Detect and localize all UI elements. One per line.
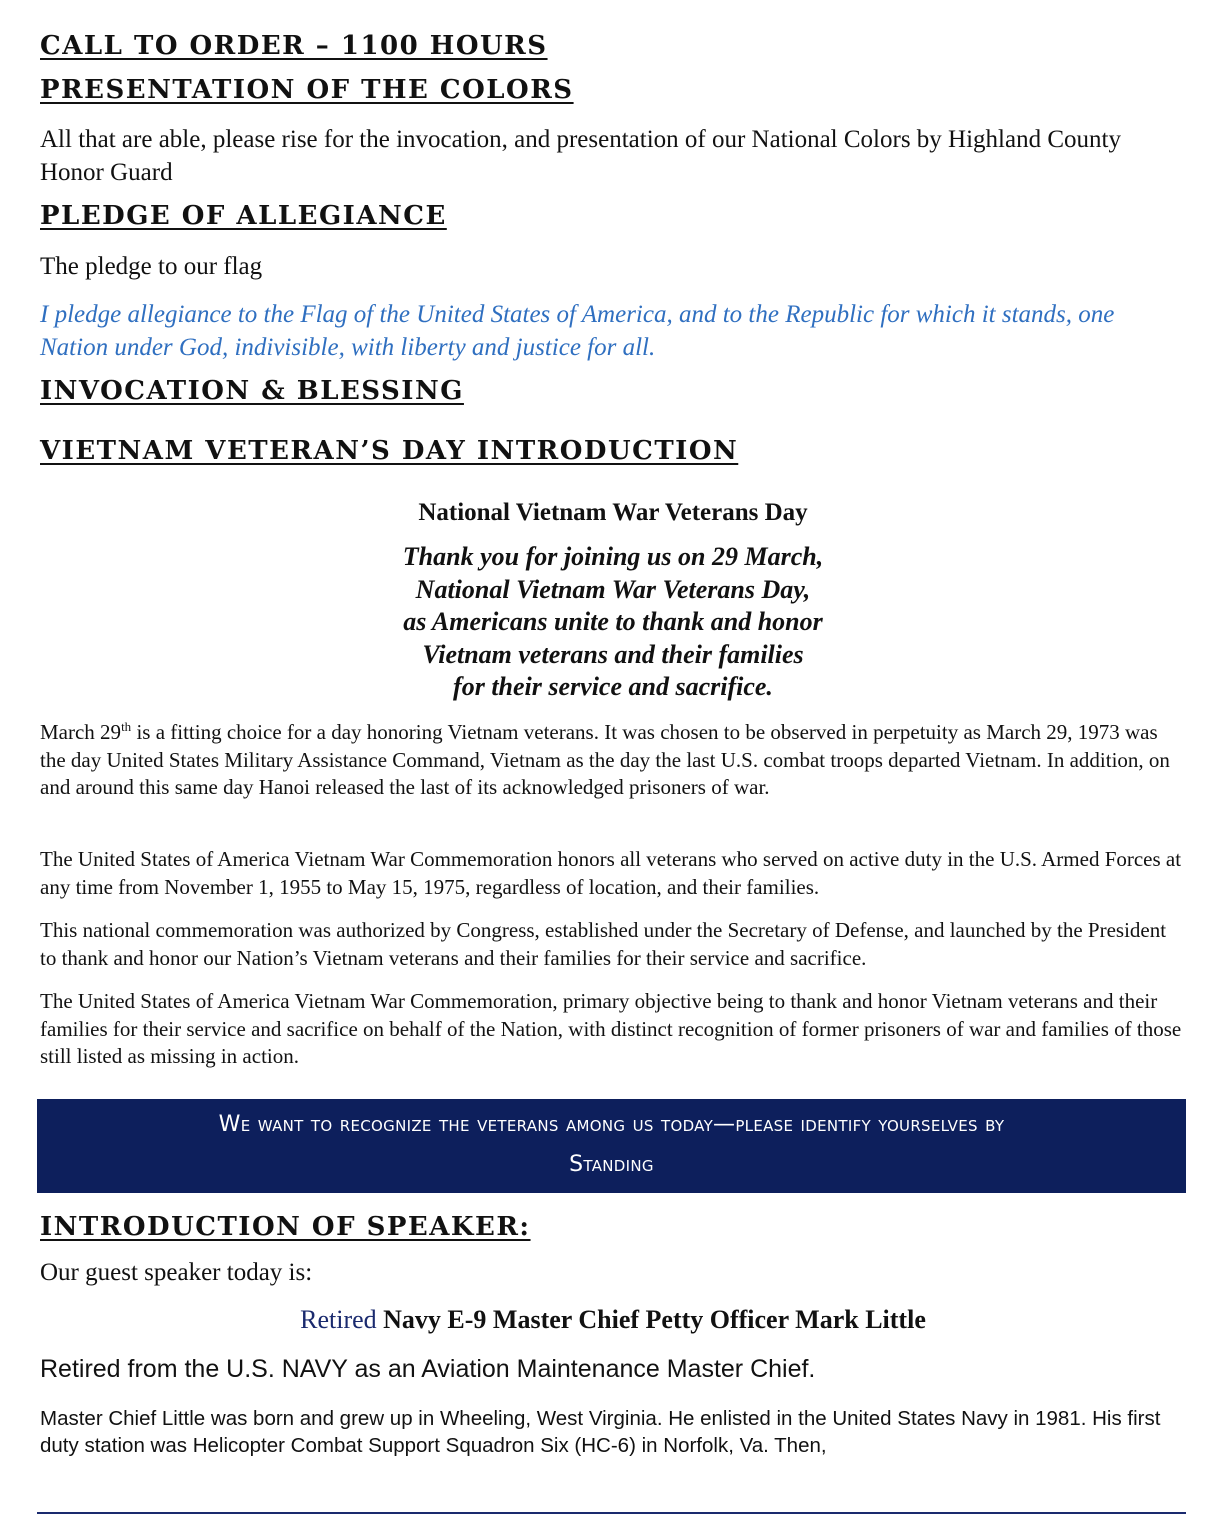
veterans-recognition-banner bbox=[37, 1099, 1186, 1193]
para1-superscript: th bbox=[121, 719, 132, 734]
thanks-line: as Americans unite to thank and honor bbox=[403, 607, 823, 636]
speaker-rank-name: Navy E-9 Master Chief Petty Officer Mark Little bbox=[376, 1305, 926, 1334]
footer-divider bbox=[37, 1512, 1186, 1514]
vietnam-thanks-block bbox=[40, 541, 1186, 704]
speaker-name bbox=[40, 1304, 1186, 1336]
vietnam-day-title: National Vietnam War Veterans Day bbox=[418, 499, 808, 526]
speaker-intro: Our guest speaker today is: bbox=[40, 1259, 313, 1286]
vietnam-paragraph-4: The United States of America Vietnam War Commemoration, primary objective being to thank and honor Vietnam veterans and their families for their service and sacrifice on behalf of the Nation, with distinct recognition of former prisoners of war and families of those still listed as missing in action. bbox=[40, 989, 1182, 1068]
vietnam-paragraph-3: This national commemoration was authorized by Congress, established under the Secretary of Defense, and launched by the President to thank and honor our Nation’s Vietnam veterans and their families for their service and sacrifice. bbox=[40, 918, 1167, 970]
thanks-line: Vietnam veterans and their families bbox=[422, 639, 804, 669]
colors-text: All that are able, please rise for the invocation, and presentation of our National Colors by Highland County Honor Guard bbox=[40, 126, 1121, 186]
call-to-order-heading: CALL TO ORDER – 1100 HOURS bbox=[40, 31, 548, 61]
invocation-heading: INVOCATION & BLESSING bbox=[40, 376, 464, 406]
vietnam-paragraph-2: The United States of America Vietnam War Commemoration honors all veterans who served on active duty in the U.S. Armed Forces at any time from November 1, 1955 to May 15, 1975, regardless of location, and their families. bbox=[40, 847, 1182, 899]
presentation-of-colors-heading: PRESENTATION OF THE COLORS bbox=[40, 75, 574, 105]
para1-lead: March 29 bbox=[40, 720, 122, 744]
thanks-line: Thank you for joining us on 29 March, bbox=[402, 542, 824, 571]
pledge-heading: PLEDGE OF ALLEGIANCE bbox=[40, 201, 447, 231]
banner-line-1: We want to recognize the veterans among us today—please identify yourselves by bbox=[218, 1112, 1005, 1137]
speaker-retired-label: Retired bbox=[300, 1305, 377, 1334]
vietnam-paragraph-1 bbox=[40, 719, 1186, 802]
speaker-bio: Master Chief Little was born and grew up in Wheeling, West Virginia. He enlisted in the United States Navy in 1981. His first duty station was Helicopter Combat Support Squadron Six (HC-6) in Norfolk, Va. Then, bbox=[40, 1407, 1161, 1457]
pledge-intro: The pledge to our flag bbox=[40, 253, 263, 280]
para1-rest: is a fitting choice for a day honoring Vietnam veterans. It was chosen to be observed in perpetuity as March 29, 1973 was the day United States Military Assistance Command, Vietnam as the day the last U.S. combat troops departed Vietnam. In addition, on and around this same day Hanoi released the last of its acknowledged prisoners of war. bbox=[40, 720, 1170, 799]
thanks-line: National Vietnam War Veterans Day, bbox=[415, 574, 811, 604]
vietnam-intro-heading: VIETNAM VETERAN’S DAY INTRODUCTION bbox=[40, 436, 739, 466]
pledge-text: I pledge allegiance to the Flag of the United States of America, and to the Republic for which it stands, one Nation under God, indivisible, with liberty and justice for all. bbox=[40, 301, 1115, 361]
speaker-summary: Retired from the U.S. NAVY as an Aviation Maintenance Master Chief. bbox=[40, 1355, 816, 1383]
thanks-line: for their service and sacrifice. bbox=[453, 672, 773, 701]
banner-line-2: Standing bbox=[569, 1152, 654, 1177]
speaker-heading: INTRODUCTION OF SPEAKER: bbox=[40, 1212, 531, 1242]
